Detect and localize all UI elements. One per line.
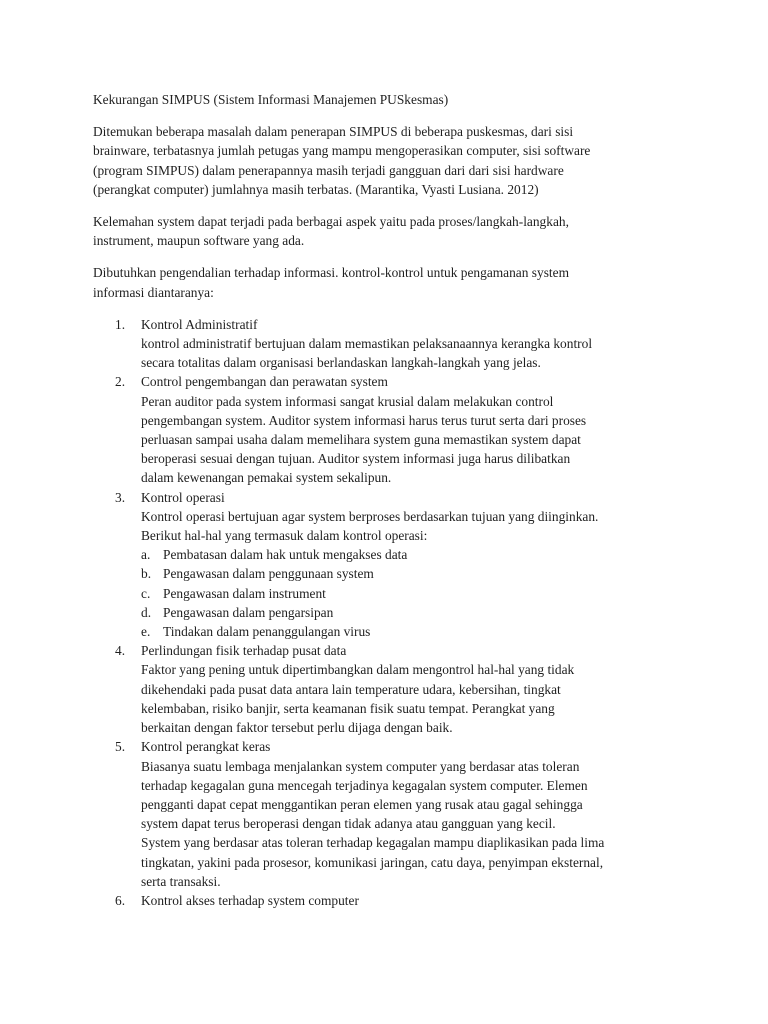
list-heading: Kontrol operasi bbox=[141, 489, 225, 505]
list-number: 5. bbox=[115, 739, 126, 755]
list-number: 1. bbox=[115, 316, 126, 332]
sub-letter: b. bbox=[141, 566, 152, 582]
document-title: Kekurangan SIMPUS (Sistem Informasi Manajemen PUSkesmas) bbox=[93, 92, 449, 107]
list-text-line: tingkatan, yakini pada prosesor, komunikasi jaringan, catu daya, penyimpan eksternal, bbox=[141, 854, 604, 870]
list-text-line: pengganti dapat cepat menggantikan peran elemen yang rusak atau gagal sehingga bbox=[141, 796, 583, 812]
list-text-line: pengembangan system. Auditor system informasi harus terus turut serta dari proses bbox=[141, 412, 587, 428]
paragraph-line: instrument, maupun software yang ada. bbox=[93, 233, 305, 249]
paragraph-line: informasi diantaranya: bbox=[93, 284, 214, 300]
list-item-4 bbox=[93, 641, 693, 737]
list-heading: Kontrol perangkat keras bbox=[141, 739, 271, 755]
list-text-line: serta transaksi. bbox=[141, 873, 221, 889]
list-item-1 bbox=[93, 315, 693, 373]
list-text-line: dikehendaki pada pusat data antara lain temperature udara, kebersihan, tingkat bbox=[141, 681, 561, 697]
list-text-line: beroperasi sesuai dengan tujuan. Auditor system informasi juga harus dilibatkan bbox=[141, 451, 571, 467]
list-item-6 bbox=[93, 891, 693, 910]
paragraph-1 bbox=[93, 122, 693, 199]
sub-text: Pembatasan dalam hak untuk mengakses data bbox=[163, 547, 408, 563]
paragraph-line: brainware, terbatasnya jumlah petugas yang mampu mengoperasikan computer, sisi software bbox=[93, 143, 591, 159]
list-text-line: kontrol administratif bertujuan dalam memastikan pelaksanaannya kerangka kontrol bbox=[141, 336, 593, 352]
sub-item-e bbox=[141, 622, 693, 641]
sub-letter: a. bbox=[141, 547, 151, 563]
list-heading: Kontrol akses terhadap system computer bbox=[141, 892, 359, 908]
list-number: 6. bbox=[115, 892, 126, 908]
list-number: 4. bbox=[115, 643, 126, 659]
list-text-line: system dapat terus beroperasi dengan tidak adanya atau gangguan yang kecil. bbox=[141, 816, 556, 832]
list-heading: Control pengembangan dan perawatan system bbox=[141, 374, 388, 390]
list-number: 3. bbox=[115, 489, 126, 505]
list-text-line: System yang berdasar atas toleran terhadap kegagalan mampu diaplikasikan pada lima bbox=[141, 835, 605, 851]
sub-text: Pengawasan dalam pengarsipan bbox=[163, 604, 334, 620]
paragraph-line: Kelemahan system dapat terjadi pada berbagai aspek yaitu pada proses/langkah-langkah, bbox=[93, 214, 569, 230]
sub-item-a bbox=[141, 545, 693, 564]
list-text-line: Biasanya suatu lembaga menjalankan system computer yang berdasar atas toleran bbox=[141, 758, 580, 774]
list-heading: Kontrol Administratif bbox=[141, 316, 258, 332]
paragraph-line: Dibutuhkan pengendalian terhadap informasi. kontrol-kontrol untuk pengamanan system bbox=[93, 265, 569, 281]
list-text-line: Faktor yang pening untuk dipertimbangkan dalam mengontrol hal-hal yang tidak bbox=[141, 662, 575, 678]
list-text-line: terhadap kegagalan guna mencegah terjadinya kegagalan system computer. Elemen bbox=[141, 777, 588, 793]
paragraph-2 bbox=[93, 212, 693, 250]
list-heading: Perlindungan fisik terhadap pusat data bbox=[141, 643, 347, 659]
list-text-line: dalam kewenangan pemakai system sekalipun. bbox=[141, 470, 392, 486]
sub-list bbox=[141, 545, 693, 641]
sub-item-b bbox=[141, 564, 693, 583]
list-text-line: Berikut hal-hal yang termasuk dalam kontrol operasi: bbox=[141, 528, 428, 544]
document-page bbox=[93, 90, 693, 910]
list-text-line: Peran auditor pada system informasi sangat krusial dalam melakukan control bbox=[141, 393, 554, 409]
sub-text: Tindakan dalam penanggulangan virus bbox=[163, 624, 371, 640]
paragraph-line: (program SIMPUS) dalam penerapannya masih terjadi gangguan dari dari sisi hardware bbox=[93, 162, 564, 178]
sub-letter: d. bbox=[141, 604, 152, 620]
list-item-3 bbox=[93, 488, 693, 642]
list-item-5 bbox=[93, 737, 693, 891]
paragraph-line: (perangkat computer) jumlahnya masih terbatas. (Marantika, Vyasti Lusiana. 2012) bbox=[93, 181, 539, 197]
paragraph-3 bbox=[93, 263, 693, 301]
sub-text: Pengawasan dalam penggunaan system bbox=[163, 566, 374, 582]
sub-text: Pengawasan dalam instrument bbox=[163, 585, 326, 601]
paragraph-line: Ditemukan beberapa masalah dalam penerapan SIMPUS di beberapa puskesmas, dari sisi bbox=[93, 124, 574, 140]
list-text-line: berkaitan dengan faktor tersebut perlu dijaga dengan baik. bbox=[141, 720, 453, 736]
list-item-2 bbox=[93, 372, 693, 487]
sub-letter: c. bbox=[141, 585, 151, 601]
sub-item-d bbox=[141, 603, 693, 622]
list-text-line: perluasan sampai usaha dalam memelihara system guna memastikan system dapat bbox=[141, 432, 581, 448]
control-list bbox=[93, 315, 693, 910]
list-number: 2. bbox=[115, 374, 126, 390]
list-text-line: kelembaban, risiko banjir, serta keamanan fisik suatu tempat. Perangkat yang bbox=[141, 700, 555, 716]
list-text-line: secara totalitas dalam organisasi berlandaskan langkah-langkah yang jelas. bbox=[141, 355, 541, 371]
sub-item-c bbox=[141, 584, 693, 603]
list-text-line: Kontrol operasi bertujuan agar system berproses berdasarkan tujuan yang diinginkan. bbox=[141, 508, 599, 524]
sub-letter: e. bbox=[141, 624, 151, 640]
